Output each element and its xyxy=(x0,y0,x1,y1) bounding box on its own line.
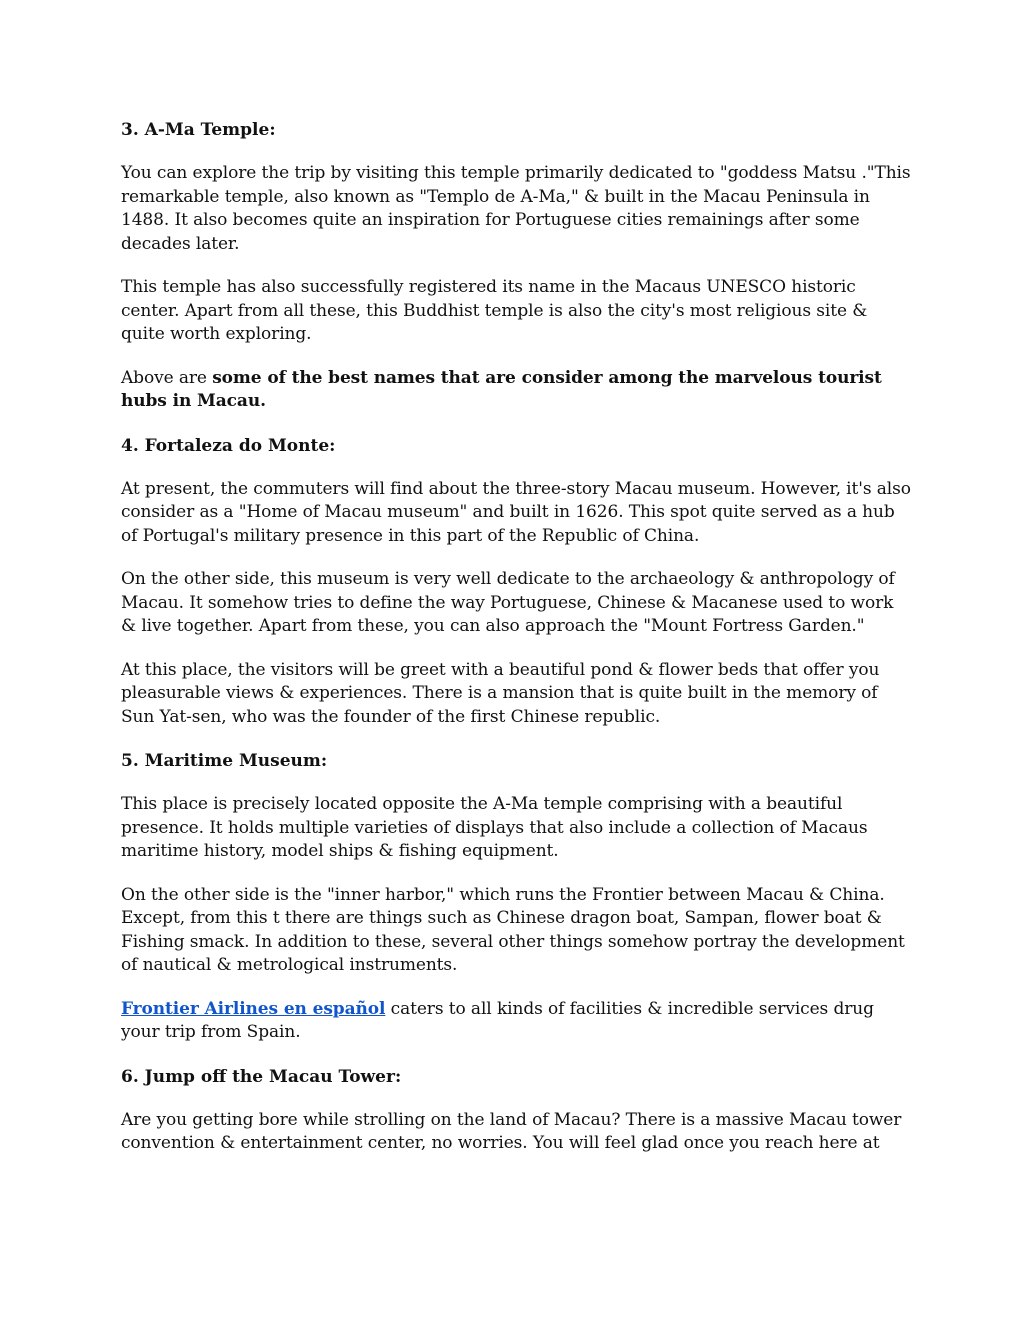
link-paragraph xyxy=(121,998,911,1045)
section-heading-maritime-museum: 5. Maritime Museum: xyxy=(121,751,328,771)
link-paragraph-text: caters to all kinds of facilities & incredible services drug your trip from Spain. xyxy=(121,998,874,1042)
summary-bold-text: some of the best names that are consider among the marvelous tourist hubs in Macau. xyxy=(121,367,882,411)
frontier-airlines-link[interactable]: Frontier Airlines en español xyxy=(121,998,386,1019)
document-page xyxy=(121,118,911,1176)
paragraph: You can explore the trip by visiting this temple primarily dedicated to "goddess Matsu ."This remarkable temple, also known as "Templo de A-Ma," & built in the Macau Peninsula in 1488. It also becomes quite an inspiration for Portuguese cities remainings after some decades later. xyxy=(121,163,911,254)
paragraph: On the other side is the "inner harbor," which runs the Frontier between Macau & China. Except, from this t there are things such as Chinese dragon boat, Sampan, flower boat & Fishing smack. In addition to these, several other things somehow portray the development of nautical & metrological instruments. xyxy=(121,884,905,975)
section-heading-macau-tower: 6. Jump off the Macau Tower: xyxy=(121,1066,402,1087)
summary-prefix: Above are xyxy=(121,367,213,388)
paragraph: This place is precisely located opposite the A-Ma temple comprising with a beautiful presence. It holds multiple varieties of displays that also include a collection of Macaus maritime history, model ships & fishing equipment. xyxy=(121,794,868,861)
summary-paragraph xyxy=(121,367,911,414)
paragraph: At present, the commuters will find about the three-story Macau museum. However, it's also consider as a "Home of Macau museum" and built in 1626. This spot quite served as a hub of Portugal's military presence in this part of the Republic of China. xyxy=(121,478,911,546)
paragraph: On the other side, this museum is very well dedicate to the archaeology & anthropology of Macau. It somehow tries to define the way Portuguese, Chinese & Macanese used to work & live together. Apart from these, you can also approach the "Mount Fortress Garden." xyxy=(121,569,895,636)
paragraph: At this place, the visitors will be greet with a beautiful pond & flower beds that offer you pleasurable views & experiences. There is a mansion that is quite built in the memory of Sun Yat-sen, who was the founder of the first Chinese republic. xyxy=(121,659,880,727)
paragraph: Are you getting bore while strolling on the land of Macau? There is a massive Macau tower convention & entertainment center, no worries. You will feel glad once you reach here at xyxy=(121,1109,902,1153)
paragraph: This temple has also successfully registered its name in the Macaus UNESCO historic center. Apart from all these, this Buddhist temple is also the city's most religious site & quite worth exploring. xyxy=(121,277,868,344)
section-heading-fortaleza-do-monte: 4. Fortaleza do Monte: xyxy=(121,435,336,456)
section-heading-a-ma-temple: 3. A-Ma Temple: xyxy=(121,120,276,140)
